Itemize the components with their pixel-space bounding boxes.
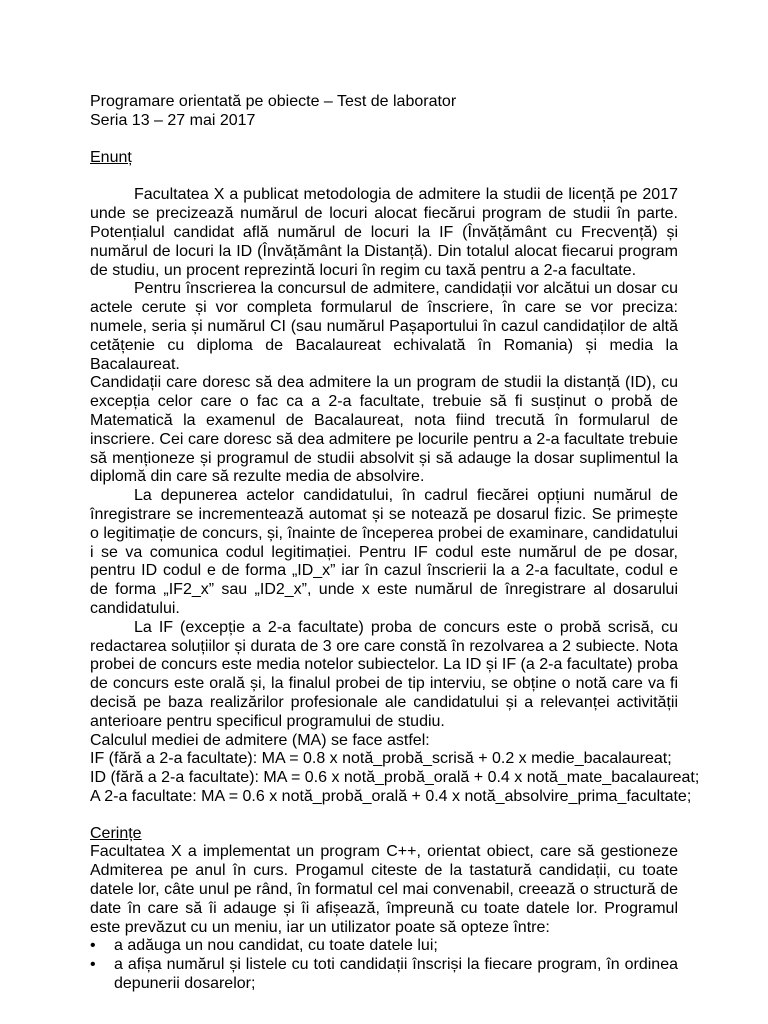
formula-line: A 2-a facultate: MA = 0.6 x notă_probă_orală + 0.4 x notă_absolvire_prima_facultate; <box>90 787 692 805</box>
document-subtitle: Seria 13 – 27 mai 2017 <box>90 111 256 129</box>
paragraph: Pentru înscrierea la concursul de admitere, candidații vor alcătui un dosar cu actele cerute și vor completa formularul de înscriere, în care se vor preciza: numele, seria și numărul CI (sau numărul Pașaportului în cazul candidaților de altă cetățenie cu diploma de Bacalaureat echivalată în Romania) și media la Bacalaureat. <box>90 280 678 373</box>
paragraph: La depunerea actelor candidatului, în cadrul fiecărei opțiuni numărul de înregistrare se incrementează automat și se notează pe dosarul fizic. Se primește o legitimație de concurs, și, înainte de începerea probei de examinare, candidatului i se va comunica codul legitimației. Pentru IF codul este numărul de pe dosar, pentru ID codul e de forma „ID_x” iar în cazul înscrierii la a 2-a facultate, codul e de forma „IF2_x” sau „ID2_x”, unde x este numărul de înregistrare al dosarului candidatului. <box>90 487 678 617</box>
bullet-icon: • <box>90 956 96 974</box>
list-item <box>90 956 678 994</box>
paragraph: Facultatea X a publicat metodologia de admitere la studii de licență pe 2017 unde se precizează numărul de locuri alocat fiecărui program de studii în parte. Potențialul candidat află numărul de locuri la IF (Învățământ cu Frecvență) și numărul de locuri la ID (Învățământ la Distanță). Din totalul alocat fiecarui program de studiu, un procent reprezintă locuri în regim cu taxă pentru a 2-a facultate. <box>90 186 678 279</box>
paragraph: Candidații care doresc să dea admitere la un program de studii la distanță (ID), cu excepția celor care o fac ca a 2-a facultate, trebuie să fi susținut o probă de Matematică la examenul de Bacalaureat, nota fiind trecută în formularul de inscriere. Cei care doresc să dea admitere pe locurile pentru a 2-a facultate trebuie să menționeze și programul de studii absolvit și să adauge la dosar suplimentul la diplomă din care să rezulte media de absolvire. <box>90 374 678 486</box>
list-item-text: a adăuga un nou candidat, cu toate datele lui; <box>114 937 438 955</box>
list-item <box>90 937 678 956</box>
section-spacer <box>90 807 678 825</box>
bullet-icon: • <box>90 937 96 955</box>
section-heading-cerinte: Cerințe <box>90 824 142 842</box>
section-heading-enunt: Enunț <box>90 148 132 166</box>
cerinte-body <box>90 843 678 993</box>
ma-intro: Calculul mediei de admitere (MA) se face astfel: <box>90 731 430 749</box>
formula-line: IF (fără a 2-a facultate): MA = 0.8 x notă_probă_scrisă + 0.2 x medie_bacalaureat; <box>90 750 672 768</box>
cerinte-intro: Facultatea X a implementat un program C++, orientat obiect, care să gestioneze Admiterea pe anul în curs. Progamul citeste de la tastatură candidații, cu toate datele lor, câte unul pe rând, în formatul cel mai convenabil, creează o structură de date în care să îi adauge și îi afișează, împreună cu toate datele lor. Programul este prevăzut cu un meniu, iar un utilizator poate să opteze între: <box>90 843 678 936</box>
enunt-body <box>90 186 700 806</box>
requirements-list <box>90 937 678 993</box>
formula-line: ID (fără a 2-a facultate): MA = 0.6 x notă_probă_orală + 0.4 x notă_mate_bacalaureat; <box>90 769 700 787</box>
document-title: Programare orientată pe obiecte – Test de laborator <box>90 93 457 110</box>
list-item-text: a afișa numărul și listele cu toti candidații înscriși la fiecare program, în ordinea depunerii dosarelor; <box>114 956 678 993</box>
paragraph: La IF (excepție a 2-a facultate) proba de concurs este o probă scrisă, cu redactarea soluțiilor și durata de 3 ore care constă în rezolvarea a 2 subiecte. Nota probei de concurs este media notelor subiectelor. La ID și IF (a 2-a facultate) proba de concurs este orală și, la finalul probei de tip interviu, se obține o notă care va fi decisă pe baza realizărilor profesionale ale candidatului și a relevanței activității anterioare pentru specificul programului de studiu. <box>90 618 678 730</box>
document-page <box>90 93 700 994</box>
